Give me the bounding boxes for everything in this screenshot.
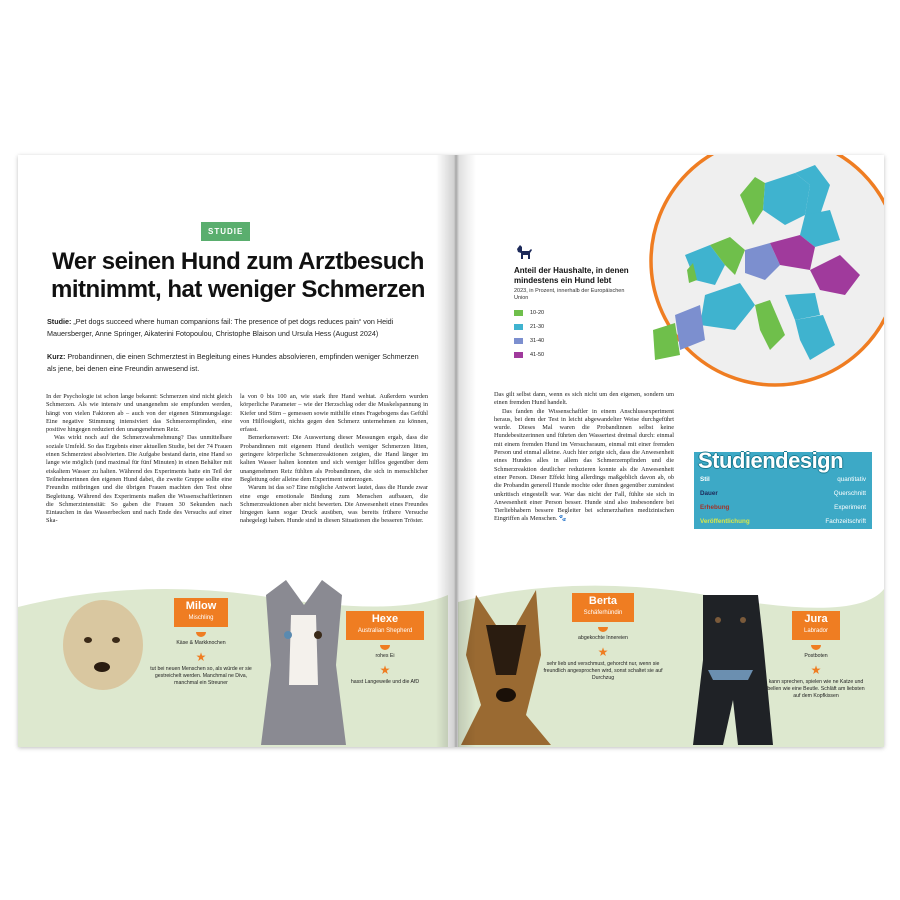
dog-breed: Schäferhündin: [583, 610, 623, 616]
dog-nameplate: [346, 611, 424, 640]
row-key: Erhebung: [700, 504, 730, 511]
paragraph: Das gilt selbst dann, wenn es sich nicht um den eigenen, sondern um einen fremden Hund handelt.: [494, 391, 674, 407]
food-bowl-icon: [811, 645, 821, 650]
dog-nameplate: [174, 598, 229, 627]
legend-item: [514, 338, 634, 344]
body-column-3: [494, 391, 674, 524]
studiendesign-row: [700, 476, 866, 483]
dog-name: Milow: [185, 600, 217, 612]
studiendesign-row: [700, 518, 866, 525]
body-column-2: [240, 393, 428, 526]
dog-card-hexe: [340, 611, 430, 686]
section-tag: STUDIE: [201, 222, 250, 241]
page-gutter: [436, 155, 476, 747]
star-icon: ★: [379, 663, 391, 677]
studiendesign-box: [694, 448, 872, 529]
paragraph: In der Psychologie ist schon lange bekannt: Schmerzen sind nicht gleich Schmerzen. Als wie intensiv und unangenehm sie empfunden werden, hängt von vielen Faktoren ab – auch von der eigenen Stimmungslage: Eine negative Stimmung intensiviert das Schmerzempfinden, eine positive hingegen reduziert den unangenehmen Reiz.: [46, 393, 232, 434]
dog-trait: tut bei neuen Menschen so, als würde er sie gestreichelt werden. Manchmal ne Diva, manchmal ein Streuner: [150, 666, 252, 686]
dog-name: Hexe: [371, 613, 399, 625]
dog-food: abgekochte Innereien: [578, 635, 628, 641]
paragraph: Bemerkenswert: Die Auswertung dieser Messungen ergab, dass die Probandinnen mit eigenem Hund deutlich weniger Schmerzen litten, geringere körperliche Schmerzreaktionen zeigten, die Hand länger im kalten Wasser halten konnten und sich weniger hilflos gegenüber dem unangenehmen Reiz fühlten als Probandinnen, die sich in menschlicher Begleitung oder alleine dem Experiment unterzogen.: [240, 434, 428, 483]
magazine-spread: [18, 155, 884, 747]
row-value: Experiment: [834, 504, 866, 511]
star-icon: ★: [195, 650, 207, 664]
dog-breed: Labrador: [803, 628, 829, 634]
source-text: „Pet dogs succeed where human companions fail: The presence of pet dogs reduces pain“ von Heidi Mauersberger, Anne Springer, Aikaterini Fotopoulou, Christophe Blaison und Ursula Hess (August 2024): [47, 317, 394, 338]
legend-item: [514, 324, 634, 330]
row-key: Veröffentlichung: [700, 518, 750, 525]
studiendesign-title: Studiendesign: [698, 448, 844, 473]
legend-swatch: [514, 338, 523, 344]
source-label: Studie:: [47, 317, 72, 326]
row-key: Dauer: [700, 490, 718, 497]
legend-swatch: [514, 324, 523, 330]
row-value: Querschnitt: [833, 490, 866, 497]
dog-nameplate: [792, 611, 840, 640]
dog-breed: Mischling: [188, 615, 214, 621]
summary: [47, 351, 427, 375]
row-value: quantitativ: [837, 476, 866, 483]
dog-trait: sehr lieb und verschmust, gehorcht nur, wenn sie freundlich angesprochen wird, sonst schaltet sie auf Durchzug: [543, 661, 663, 681]
star-icon: ★: [597, 645, 609, 659]
star-icon: ★: [810, 663, 822, 677]
legend-label: 21-30: [530, 324, 545, 330]
map-legend: [514, 241, 634, 358]
headline-line-2: mitnimmt, hat weniger Schmerzen: [51, 276, 425, 303]
studiendesign-row: [700, 490, 866, 497]
legend-label: 41-50: [530, 352, 545, 358]
dog-food: Postboten: [804, 653, 828, 659]
europe-map: [645, 155, 884, 392]
headline-line-1: Wer seinen Hund zum Arztbesuch: [52, 248, 424, 275]
dog-card-milow: [146, 598, 256, 687]
legend-title: Anteil der Haushalte, in denen mindestens ein Hund lebt: [514, 266, 629, 285]
legend-label: 10-20: [530, 310, 545, 316]
legend-item: [514, 352, 634, 358]
dog-photo-milow: [58, 585, 148, 715]
kurz-text: Probandinnen, die einen Schmerztest in Begleitung eines Hundes absolvieren, empfinden weniger Schmerzen als jene, bei denen eine Freundin anwesend ist.: [47, 352, 419, 373]
legend-swatch: [514, 352, 523, 358]
legend-item: [514, 310, 634, 316]
studiendesign-row: [700, 504, 866, 511]
legend-swatch: [514, 310, 523, 316]
food-bowl-icon: [380, 645, 390, 650]
dog-silhouette-icon: [514, 241, 534, 261]
paragraph: la von 0 bis 100 an, wie stark ihre Hand wehtat. Außerdem wurden körperliche Parameter – wie der Herzschlag oder die Muskelspannung in Kiefer und Stirn – gemessen sowie mithilfe eines Fragebogens das Gefühl von Hilflosigkeit, nichts gegen den Schmerz unternehmen zu können, erfasst.: [240, 393, 428, 434]
dog-photo-hexe: [256, 575, 351, 745]
dog-food: Käse & Markknochen: [176, 640, 226, 646]
dog-breed: Australian Shepherd: [357, 628, 413, 634]
food-bowl-icon: [196, 632, 206, 637]
dog-card-jura: [766, 611, 866, 700]
body-column-1: [46, 393, 232, 526]
dog-name: Jura: [804, 613, 828, 625]
dog-trait: hasst Langeweile und die AfD: [350, 679, 420, 685]
food-bowl-icon: [598, 627, 608, 632]
study-source: [47, 316, 427, 340]
paragraph: Warum ist das so? Eine mögliche Antwort lautet, dass die Hunde zwar eine enge emotionale Bindung zum Menschen aufbauen, die Schmerzreaktionen aber nicht bewerten. Die Anwesenheit eines Freundes hingegen kann sogar Druck ausüben, was bereits frühere Versuche nahegelegt haben. Hunde sind in diesen Situationen die besseren Tröster.: [240, 484, 428, 525]
article-headline: [38, 248, 438, 304]
kurz-label: Kurz:: [47, 352, 66, 361]
dog-food: rohes Ei: [375, 653, 395, 659]
row-key: Stil: [700, 476, 710, 483]
dog-card-berta: [543, 593, 663, 682]
dog-name: Berta: [588, 595, 618, 607]
dog-trait: kann sprechen, spielen wie ne Katze und bellen wie eine Beutle. Schläft am liebsten auf dem Kopfkissen: [767, 679, 865, 699]
paragraph: Das fanden die Wissenschaftler in einem Anschlussexperiment heraus, bei dem der Test in leicht abgewandelter Weise durchgeführt wurde. Dieses Mal waren die Probandinnen selbst keine Hundebesitzerinnen und führten den Wassertest dreimal durch: einmal mit einem fremden Hund im Versuchsraum, einmal mit einer fremden Person und einmal alleine. Auch hier zeigte sich, dass die Anwesenheit eines Hundes alles in allem das Schmerzempfinden und die Schmerzreaktion deutlicher reduzieren konnte als die Anwesenheit einer Person. Dieser Effekt hing allerdings maßgeblich davon ab, ob die Probandin generell Hunde mochte oder ihnen gegenüber zumindest unkritisch eingestellt war. War das nicht der Fall, fühlte sie sich in Anwesenheit einer Person besser. Hunde sind also insbesondere bei Tierliebhabern bessere Begleiter bei schmerzhaften medizinischen Eingriffen als Menschen. 🐾: [494, 407, 674, 523]
dog-nameplate: [572, 593, 635, 622]
paragraph: Was wirkt noch auf die Schmerzwahrnehmung? Das unmittelbare soziale Umfeld. So das Ergebnis einer aktuellen Studie, bei der 74 Frauen einen Schmerztest absolvierten. Die Aufgabe bestand darin, eine Hand so lange wie möglich (und maximal für fünf Minuten) in einen Behälter mit eiskaltem Wasser zu halten. Während des Experiments hatte ein Teil der Teilnehmerinnen den eigenen Hund dabei, die zweite Gruppe sollte eine Freundin mitbringen und die übrigen Frauen machten den Test ohne Begleitung. Während des Experiments maßen die Wissenschaftlerinnen die Schmerzintensität: So gaben die Frauen 30 Sekunden nach Eintauchen in das Wasserbecken und nach Ende des Versuchs auf einer Ska-: [46, 434, 232, 525]
legend-subtitle: 2023, in Prozent, innerhalb der Europäischen Union: [514, 288, 625, 301]
row-value: Fachzeitschrift: [825, 518, 866, 525]
legend-label: 31-40: [530, 338, 545, 344]
